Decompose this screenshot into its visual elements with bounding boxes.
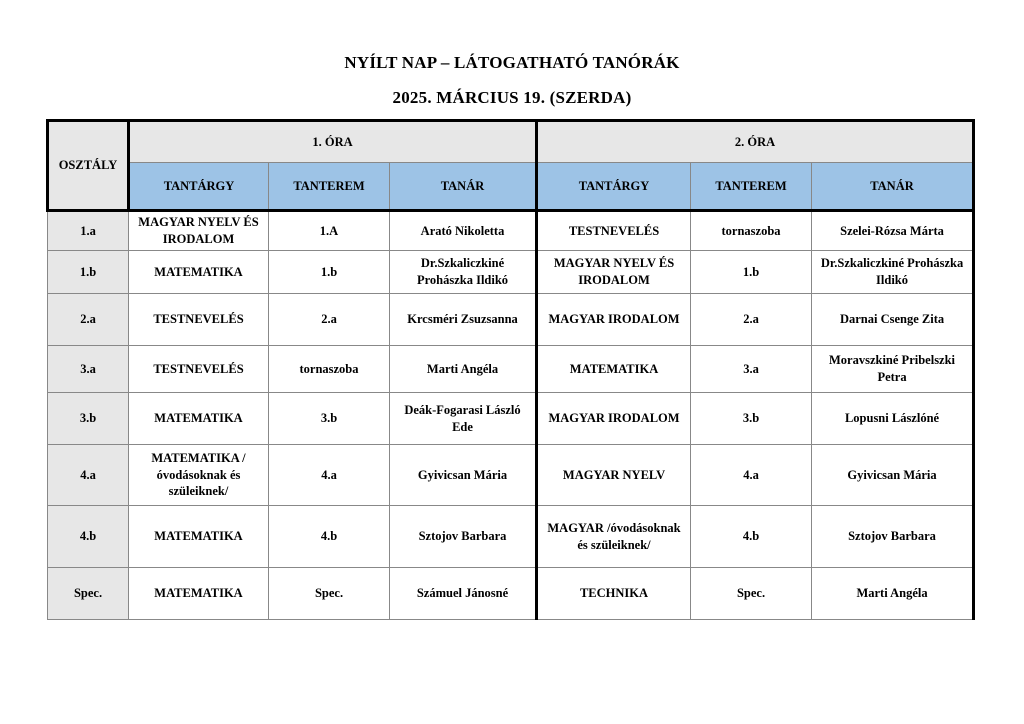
subject-2-cell: TESTNEVELÉS <box>537 211 691 251</box>
class-cell: 3.a <box>48 346 129 393</box>
table-row <box>48 445 974 506</box>
subject-2-cell: MAGYAR NYELV ÉS IRODALOM <box>537 251 691 294</box>
room-2-cell: 4.b <box>691 506 812 568</box>
header-tanterem-1: TANTEREM <box>269 163 390 211</box>
teacher-1-cell: Deák-Fogarasi László Ede <box>390 393 537 445</box>
room-1-cell: 1.A <box>269 211 390 251</box>
subject-1-cell: TESTNEVELÉS <box>129 346 269 393</box>
teacher-2-cell: Sztojov Barbara <box>812 506 974 568</box>
table-row <box>48 251 974 294</box>
teacher-1-cell: Számuel Jánosné <box>390 568 537 620</box>
teacher-2-cell: Moravszkiné Pribelszki Petra <box>812 346 974 393</box>
class-cell: 3.b <box>48 393 129 445</box>
teacher-1-cell: Krcsméri Zsuzsanna <box>390 294 537 346</box>
header-tantargy-1: TANTÁRGY <box>129 163 269 211</box>
teacher-1-cell: Arató Nikoletta <box>390 211 537 251</box>
subject-2-cell: MAGYAR IRODALOM <box>537 393 691 445</box>
subject-1-cell: MATEMATIKA /óvodásoknak és szüleiknek/ <box>129 445 269 506</box>
room-1-cell: 3.b <box>269 393 390 445</box>
teacher-1-cell: Sztojov Barbara <box>390 506 537 568</box>
class-cell: 1.b <box>48 251 129 294</box>
table-row <box>48 393 974 445</box>
room-2-cell: 1.b <box>691 251 812 294</box>
subject-1-cell: MATEMATIKA <box>129 506 269 568</box>
room-1-cell: 1.b <box>269 251 390 294</box>
teacher-2-cell: Dr.Szkaliczkiné Prohászka Ildikó <box>812 251 974 294</box>
room-2-cell: 4.a <box>691 445 812 506</box>
table-row <box>48 346 974 393</box>
class-cell: 2.a <box>48 294 129 346</box>
subject-1-cell: MATEMATIKA <box>129 393 269 445</box>
document-title: NYÍLT NAP – LÁTOGATHATÓ TANÓRÁK <box>344 53 680 72</box>
header-tantargy-2: TANTÁRGY <box>537 163 691 211</box>
teacher-2-cell: Szelei-Rózsa Márta <box>812 211 974 251</box>
teacher-2-cell: Darnai Csenge Zita <box>812 294 974 346</box>
schedule-table <box>46 119 975 620</box>
room-2-cell: 3.a <box>691 346 812 393</box>
subject-1-cell: MAGYAR NYELV ÉS IRODALOM <box>129 211 269 251</box>
subject-1-cell: MATEMATIKA <box>129 568 269 620</box>
subject-2-cell: MAGYAR /óvodásoknak és szüleiknek/ <box>537 506 691 568</box>
subject-2-cell: MAGYAR IRODALOM <box>537 294 691 346</box>
class-cell: 1.a <box>48 211 129 251</box>
room-2-cell: 3.b <box>691 393 812 445</box>
table-row <box>48 568 974 620</box>
subject-2-cell: TECHNIKA <box>537 568 691 620</box>
teacher-2-cell: Lopusni Lászlóné <box>812 393 974 445</box>
header-osztaly: OSZTÁLY <box>48 121 129 211</box>
header-ora-2: 2. ÓRA <box>537 121 974 163</box>
room-1-cell: 4.a <box>269 445 390 506</box>
header-ora-1: 1. ÓRA <box>129 121 537 163</box>
header-tanterem-2: TANTEREM <box>691 163 812 211</box>
room-1-cell: 4.b <box>269 506 390 568</box>
table-row <box>48 506 974 568</box>
room-2-cell: 2.a <box>691 294 812 346</box>
room-1-cell: Spec. <box>269 568 390 620</box>
header-tanar-2: TANÁR <box>812 163 974 211</box>
room-2-cell: tornaszoba <box>691 211 812 251</box>
header-tanar-1: TANÁR <box>390 163 537 211</box>
teacher-2-cell: Gyivicsan Mária <box>812 445 974 506</box>
room-1-cell: 2.a <box>269 294 390 346</box>
teacher-2-cell: Marti Angéla <box>812 568 974 620</box>
room-1-cell: tornaszoba <box>269 346 390 393</box>
subject-1-cell: MATEMATIKA <box>129 251 269 294</box>
subject-2-cell: MATEMATIKA <box>537 346 691 393</box>
table-row <box>48 211 974 251</box>
subject-1-cell: TESTNEVELÉS <box>129 294 269 346</box>
teacher-1-cell: Gyivicsan Mária <box>390 445 537 506</box>
class-cell: 4.b <box>48 506 129 568</box>
class-cell: Spec. <box>48 568 129 620</box>
table-row <box>48 294 974 346</box>
document-date: 2025. MÁRCIUS 19. (SZERDA) <box>392 88 632 107</box>
room-2-cell: Spec. <box>691 568 812 620</box>
subject-2-cell: MAGYAR NYELV <box>537 445 691 506</box>
class-cell: 4.a <box>48 445 129 506</box>
teacher-1-cell: Dr.Szkaliczkiné Prohászka Ildikó <box>390 251 537 294</box>
teacher-1-cell: Marti Angéla <box>390 346 537 393</box>
